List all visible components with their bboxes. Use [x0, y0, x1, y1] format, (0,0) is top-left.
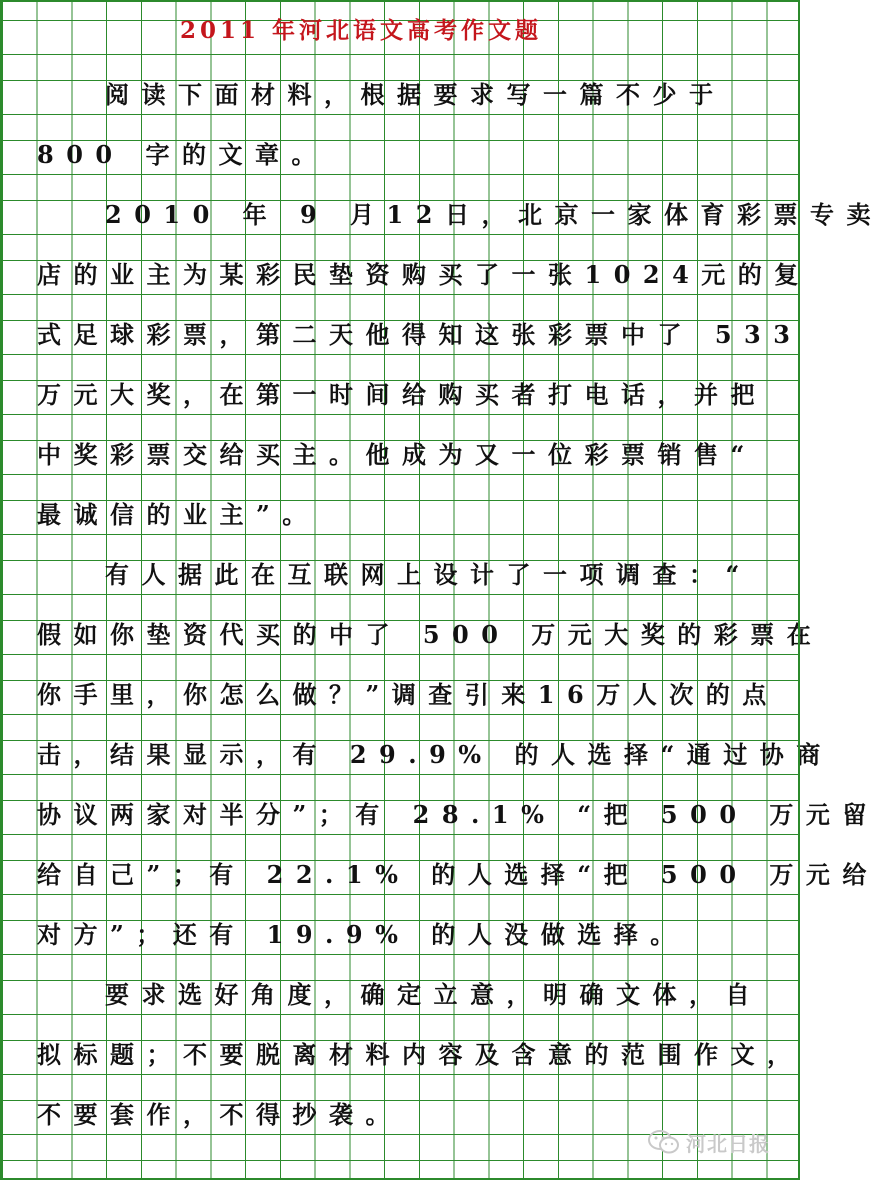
text-line-10: 假如你垫资代买的中了 500 万元大奖的彩票在 — [37, 620, 824, 649]
text-line-12: 击，结果显示，有 29.9% 的人选择“通过协商 — [37, 740, 833, 769]
text-line-2: 800 字的文章。 — [37, 140, 328, 169]
text-line-5: 式足球彩票，第二天他得知这张彩票中了 533 — [37, 320, 803, 349]
text-line-18: 不要套作，不得抄袭。 — [37, 1100, 402, 1129]
text-line-16: 要求选好角度，确定立意，明确文体，自 — [105, 980, 762, 1009]
wechat-icon — [648, 1129, 680, 1155]
text-line-8: 最诚信的业主”。 — [37, 500, 319, 529]
text-line-14: 给自己”；有 22.1% 的人选择“把 500 万元给 — [37, 860, 879, 889]
page-title: 2011 年河北语文高考作文题 — [180, 17, 543, 44]
watermark — [648, 1122, 788, 1162]
text-line-15: 对方”；还有 19.9% 的人没做选择。 — [37, 920, 687, 949]
watermark-text: 河北日报 — [686, 1131, 770, 1156]
text-line-17: 拟标题；不要脱离材料内容及含意的范围作文， — [37, 1040, 804, 1069]
text-line-7: 中奖彩票交给买主。他成为又一位彩票销售“ — [37, 440, 757, 469]
text-line-1: 阅读下面材料，根据要求写一篇不少于 — [105, 80, 726, 109]
text-line-11: 你手里，你怎么做？”调查引来16万人次的点 — [37, 680, 779, 709]
text-line-4: 店的业主为某彩民垫资购买了一张1024元的复 — [37, 260, 811, 289]
text-line-9: 有人据此在互联网上设计了一项调查：“ — [105, 560, 752, 589]
text-line-3: 2010 年 9 月12日，北京一家体育彩票专卖 — [105, 200, 883, 229]
text-line-6: 万元大奖，在第一时间给购买者打电话，并把 — [37, 380, 767, 409]
text-line-13: 协议两家对半分”；有 28.1% “把 500 万元留 — [37, 800, 879, 829]
